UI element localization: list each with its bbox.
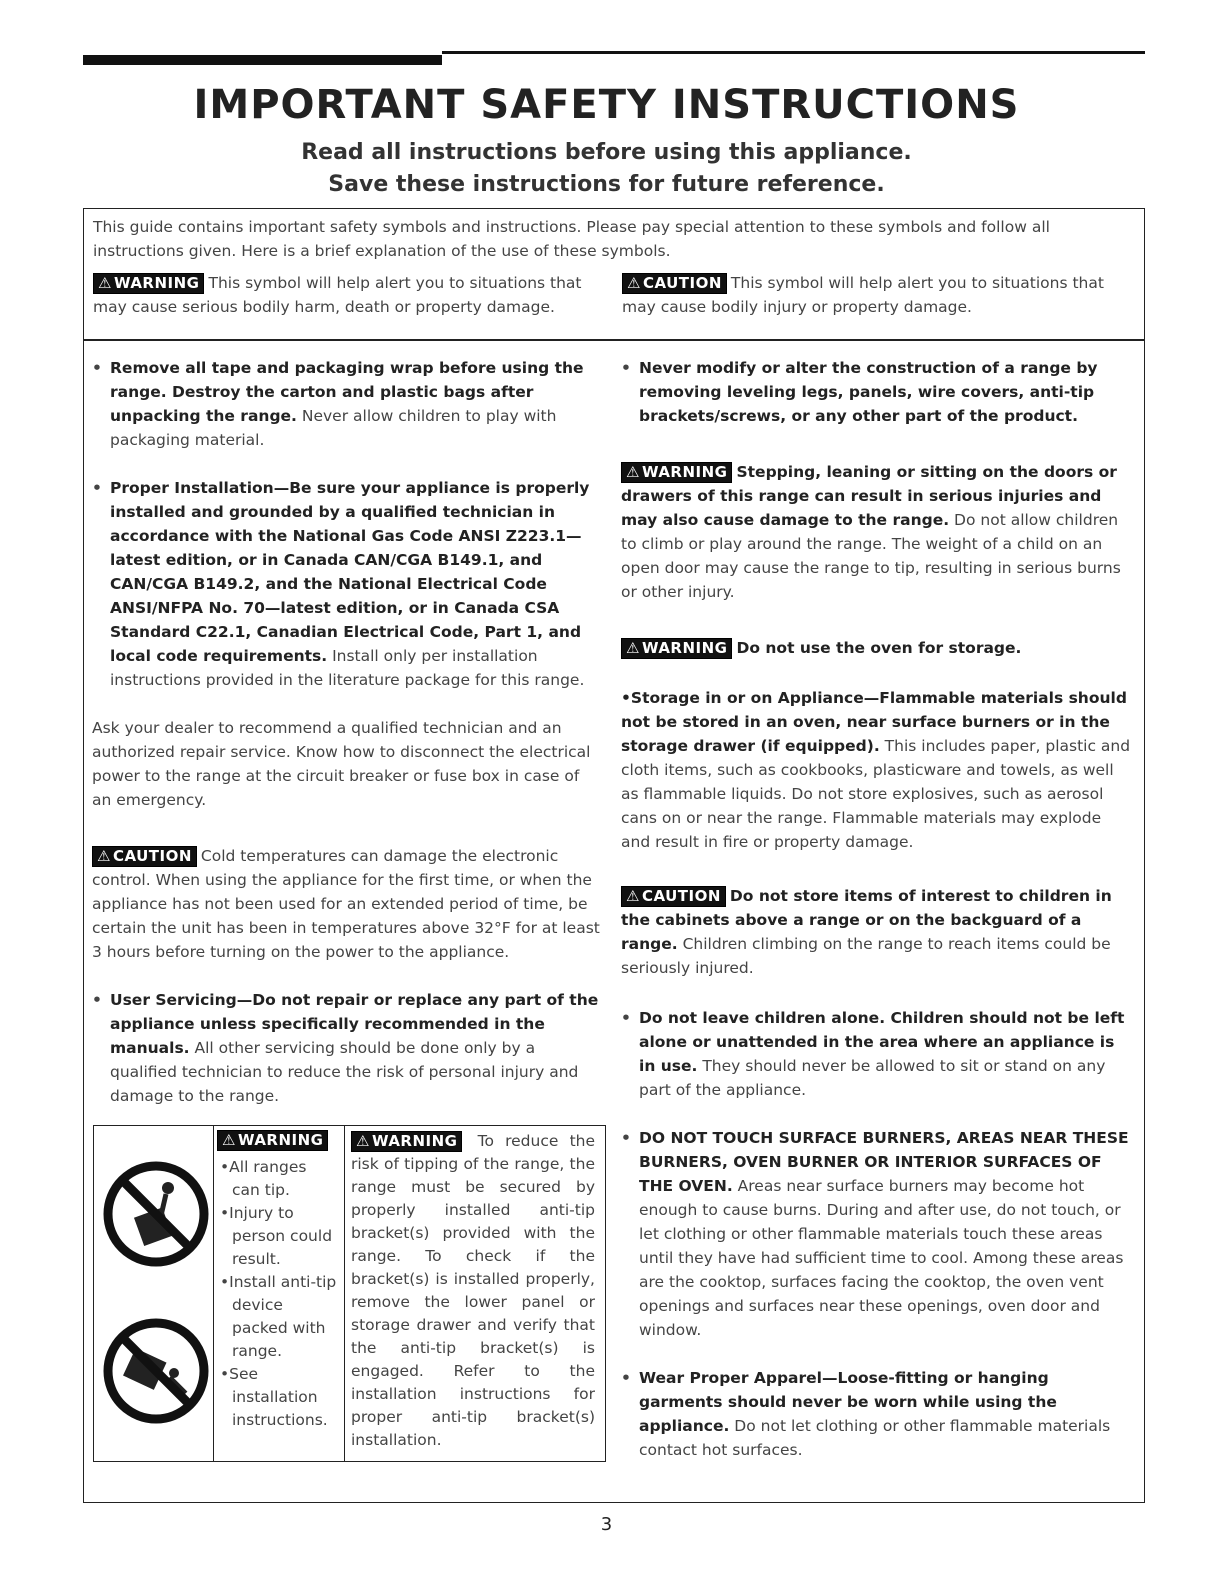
tip-icons-column [94,1126,214,1461]
bullet-dot: • [621,359,631,377]
bullet-dot: • [92,359,102,377]
caution-text: Cold temperatures can damage the electronic control. When using the appliance for the first time, or when the appliance has not been used for an extended period of time, be certain the unit has been in temperatures above 32°F for at least 3 hours before turning on the power to the appliance. [92,847,600,961]
tip-detail-text: the risk of tipping of the range, the range must be secured by properly installed anti-tip bracket(s) provided with the range. To check if the bracket(s) is installed properly, remove the lower panel or storage drawer and verify that the anti-tip bracket(s) is engaged. Refer to the installation instructions for proper anti-tip bracket(s) installation. [351,1132,595,1449]
right-bullet-surfaces [621,1126,1133,1342]
right-warning-storage [621,636,1133,660]
left-bullet-servicing [92,988,602,1108]
page-number: 3 [600,1514,613,1535]
bullet-dot: • [92,479,102,497]
tip-detail-lead: To reduce [477,1132,559,1150]
tip-warning-list [214,1126,345,1461]
bullet-bold: User Servicing—Do not repair or replace any part of the appliance unless specifically recommended in the manuals. [110,991,599,1057]
warning-badge: ⚠ WARNING [621,638,732,659]
right-bullet-modify [621,356,1133,428]
left-caution-cold [92,844,602,964]
bullet-text: Never allow children to play with packaging material. [110,407,557,449]
alert-triangle-icon: ⚠ [356,1132,370,1150]
warning-explanation-text: This symbol will help alert you to situations that may cause serious bodily harm, death or property damage. [93,274,582,316]
alert-triangle-icon: ⚠ [626,639,640,657]
left-bullet-packaging [92,356,602,452]
header-rule-thick [83,55,442,65]
subtitle-read: Read all instructions before using this appliance. [301,140,912,165]
no-tipping-icon [94,1126,213,1461]
bullet-dot: • [92,991,102,1009]
warning-badge: ⚠ WARNING [93,273,204,294]
bullet-dot: • [621,1369,631,1387]
left-para-dealer: Ask your dealer to recommend a qualified technician and an authorized repair service. Know how to disconnect the electrical power to the range at the circuit breaker or fuse box in case of an emergency. [92,719,591,809]
right-warning-doors [621,460,1133,604]
tip-warning-detail [345,1126,603,1461]
alert-triangle-icon: ⚠ [98,274,112,292]
bullet-bold: DO NOT TOUCH SURFACE BURNERS, AREAS NEAR THESE BURNERS, OVEN BURNER OR INTERIOR SURFACES OF THE OVEN. [639,1129,1129,1195]
alert-triangle-icon: ⚠ [626,463,640,481]
bullet-text: Do not let clothing or other flammable materials contact hot surfaces. [639,1417,1111,1459]
page-title: IMPORTANT SAFETY INSTRUCTIONS [193,82,1020,128]
bullet-bold: Never modify or alter the construction of a range by removing leveling legs, panels, wire covers, anti-tip brackets/screws, or any other part of the product. [639,359,1098,425]
warning-badge: ⚠ WARNING [351,1131,462,1152]
bullet-dot: • [621,1009,631,1027]
bullet-bold: Remove all tape and packaging wrap before using the range. Destroy the carton and plastic bags after unpacking the range. [110,359,584,425]
intro-text: This guide contains important safety symbols and instructions. Please pay special attention to these symbols and follow all instructions given. Here is a brief explanation of the use of these symbols. [93,218,1050,260]
alert-triangle-icon: ⚠ [97,847,111,865]
alert-triangle-icon: ⚠ [222,1131,236,1149]
right-bullet-apparel [621,1366,1133,1462]
warning-explanation [93,271,613,319]
right-storage-para [621,686,1133,854]
bullet-text: Install only per installation instructions provided in the literature package for this range. [110,647,585,689]
tip-item: •Install anti-tip device packed with range. [220,1273,337,1360]
caution-explanation-text: This symbol will help alert you to situations that may cause bodily injury or property damage. [622,274,1104,316]
intro-box [83,208,1145,341]
tip-item: •All ranges can tip. [220,1158,307,1199]
warning-bold: Do not use the oven for storage. [736,639,1022,657]
storage-text: This includes paper, plastic and cloth items, such as cookbooks, plasticware and towels, as well as flammable liquids. Do not store explosives, such as aerosol cans on or near the range. Flammable materials may explode and result in fire or property damage. [621,737,1131,851]
bullet-bold: Wear Proper Apparel—Loose-fitting or hanging garments should never be worn while using the appliance. [639,1369,1057,1435]
alert-triangle-icon: ⚠ [627,274,641,292]
caution-badge: ⚠ CAUTION [622,273,727,294]
caution-badge: ⚠ CAUTION [621,886,726,907]
tip-item: •See installation instructions. [220,1365,328,1429]
bullet-text: All other servicing should be done only by a qualified technician to reduce the risk of personal injury and damage to the range. [110,1039,579,1105]
alert-triangle-icon: ⚠ [626,887,640,905]
caution-explanation [622,271,1132,319]
warning-bold: Stepping, leaning or sitting on the doors or drawers of this range can result in serious injuries and may also cause damage to the range. [621,463,1117,529]
header-rule-thin [442,51,1145,54]
bullet-text: Areas near surface burners may become hot enough to cause burns. During and after use, do not touch, or let clothing or other flammable materials touch these areas until they have had sufficient time to cool. Among these areas are the cooktop, surfaces facing the cooktop, the oven vent openings and surfaces near these openings, oven door and window. [639,1177,1124,1339]
right-bullet-children-alone [621,1006,1133,1102]
caution-bold: Do not store items of interest to children in the cabinets above a range or on the backguard of a range. [621,887,1112,953]
left-bullet-installation [92,476,602,692]
caution-badge: ⚠ CAUTION [92,846,197,867]
bullet-bold: Proper Installation—Be sure your appliance is properly installed and grounded by a qualified technician in accordance with the National Gas Code ANSI Z223.1—latest edition, or in Canada CAN/CGA B149.1, and CAN/CGA B149.2, and the National Electrical Code ANSI/NFPA No. 70—latest edition, or in Canada CSA Standard C22.1, Canadian Electrical Code, Part 1, and local code requirements. [110,479,590,665]
caution-text: Children climbing on the range to reach items could be seriously injured. [621,935,1111,977]
storage-bold: •Storage in or on Appliance—Flammable materials should not be stored in an oven, near surface burners or in the storage drawer (if equipped). [621,689,1127,755]
subtitle-save: Save these instructions for future reference. [328,172,885,197]
bullet-dot: • [621,1129,631,1147]
bullet-bold: Do not leave children alone. Children should not be left alone or unattended in the area where an appliance is in use. [639,1009,1125,1075]
warning-badge: ⚠ WARNING [621,462,732,483]
bullet-text: They should never be allowed to sit or stand on any part of the appliance. [639,1057,1106,1099]
anti-tip-box [93,1125,606,1462]
warning-badge: ⚠ WARNING [217,1130,328,1151]
right-caution-children [621,884,1133,980]
tip-item: •Injury to person could result. [220,1204,333,1268]
warning-text: Do not allow children to climb or play around the range. The weight of a child on an open door may cause the range to tip, resulting in serious burns or other injury. [621,511,1121,601]
